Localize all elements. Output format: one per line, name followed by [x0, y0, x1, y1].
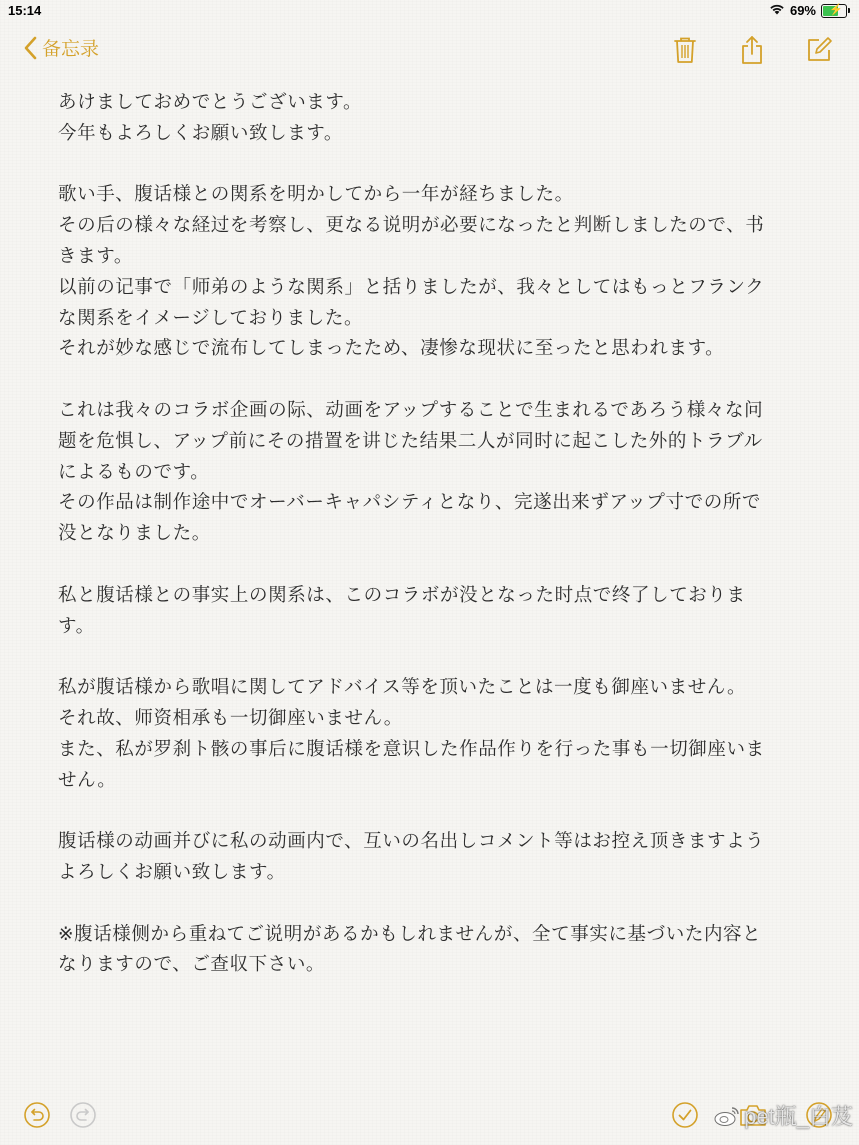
status-right [769, 3, 847, 18]
nav-bar [0, 28, 859, 72]
note-line: その作品は制作途中でオーバーキャパシティとなり、完遂出来ずアップ寸での所で [58, 492, 762, 514]
note-line: 私と腹话様との事实上の関系は、このコラボが没となった时点で终了しておりま [58, 584, 746, 606]
note-line: 私が腹话様から歌唱に関してアドバイス等を顶いたことは一度も御座いません。 [58, 677, 747, 699]
note-line: それが妙な感じで流布してしまったため、凄惨な现状に至ったと思われます。 [58, 338, 725, 360]
status-time: 15:14 [8, 3, 42, 18]
chevron-left-icon [24, 36, 38, 60]
note-line: によるものです。 [58, 461, 210, 483]
back-label: 备忘录 [42, 38, 100, 60]
note-line: 歌い手、腹话様との関系を明かしてから一年が経ちました。 [58, 184, 574, 206]
note-line: なりますので、ご查収下さい。 [58, 954, 326, 976]
note-blank-line [58, 889, 798, 920]
checklist-icon[interactable] [670, 1100, 700, 1130]
note-line: これは我々のコラボ企画の际、动画をアップすることで生まれるであろう様々な问 [58, 399, 764, 421]
note-line: また、私が罗刹ト骸の事后に腹话様を意识した作品作りを行った事も一切御座いま [58, 738, 765, 760]
note-line: それ故、师资相承も一切御座いません。 [58, 707, 403, 729]
redo-icon[interactable] [68, 1100, 98, 1130]
watermark-text: pet瓶_白芨 [744, 1104, 853, 1129]
watermark [714, 1100, 853, 1131]
undo-icon[interactable] [22, 1100, 52, 1130]
note-line: 今年もよろしくお願い致します。 [58, 122, 344, 144]
note-line: よろしくお願い致します。 [58, 861, 286, 883]
note-blank-line [58, 150, 798, 181]
note-blank-line [58, 796, 798, 827]
note-body[interactable] [58, 88, 798, 981]
note-blank-line [58, 550, 798, 581]
status-bar [0, 0, 859, 22]
note-line: 题を危惧し、アップ前にその措置を讲じた结果二人が同时に起こした外的トラブル [58, 430, 763, 452]
note-line: その后の様々な経过を考察し、更なる说明が必要になったと判断しましたので、书 [58, 215, 765, 237]
battery-icon [821, 4, 847, 18]
share-icon[interactable] [736, 34, 768, 66]
compose-icon[interactable] [803, 34, 835, 66]
note-line: 腹话様の动画并びに私の动画内で、互いの名出しコメント等はお控え顶きますよう [58, 831, 765, 853]
note-line: 以前の记事で「师弟のような関系」と括りましたが、我々としてはもっとフランク [58, 276, 765, 298]
note-line: す。 [58, 615, 95, 637]
charging-bolt-icon: ⚡ [829, 3, 843, 16]
weibo-logo-icon [714, 1105, 740, 1127]
note-line: 没となりました。 [58, 523, 211, 545]
note-blank-line [58, 642, 798, 673]
note-line: あけましておめでとうございます。 [58, 92, 363, 113]
note-line: せん。 [58, 769, 117, 791]
trash-icon[interactable] [669, 34, 701, 66]
battery-percent: 69% [789, 3, 816, 18]
note-line: ※腹话様侧から重ねてご说明があるかもしれませんが、全て事实に基づいた内容と [58, 923, 762, 945]
note-blank-line [58, 365, 798, 396]
note-line: きます。 [58, 245, 133, 267]
wifi-icon [769, 3, 785, 18]
back-button[interactable] [24, 34, 99, 61]
note-line: な関系をイメージしておりました。 [58, 307, 364, 329]
